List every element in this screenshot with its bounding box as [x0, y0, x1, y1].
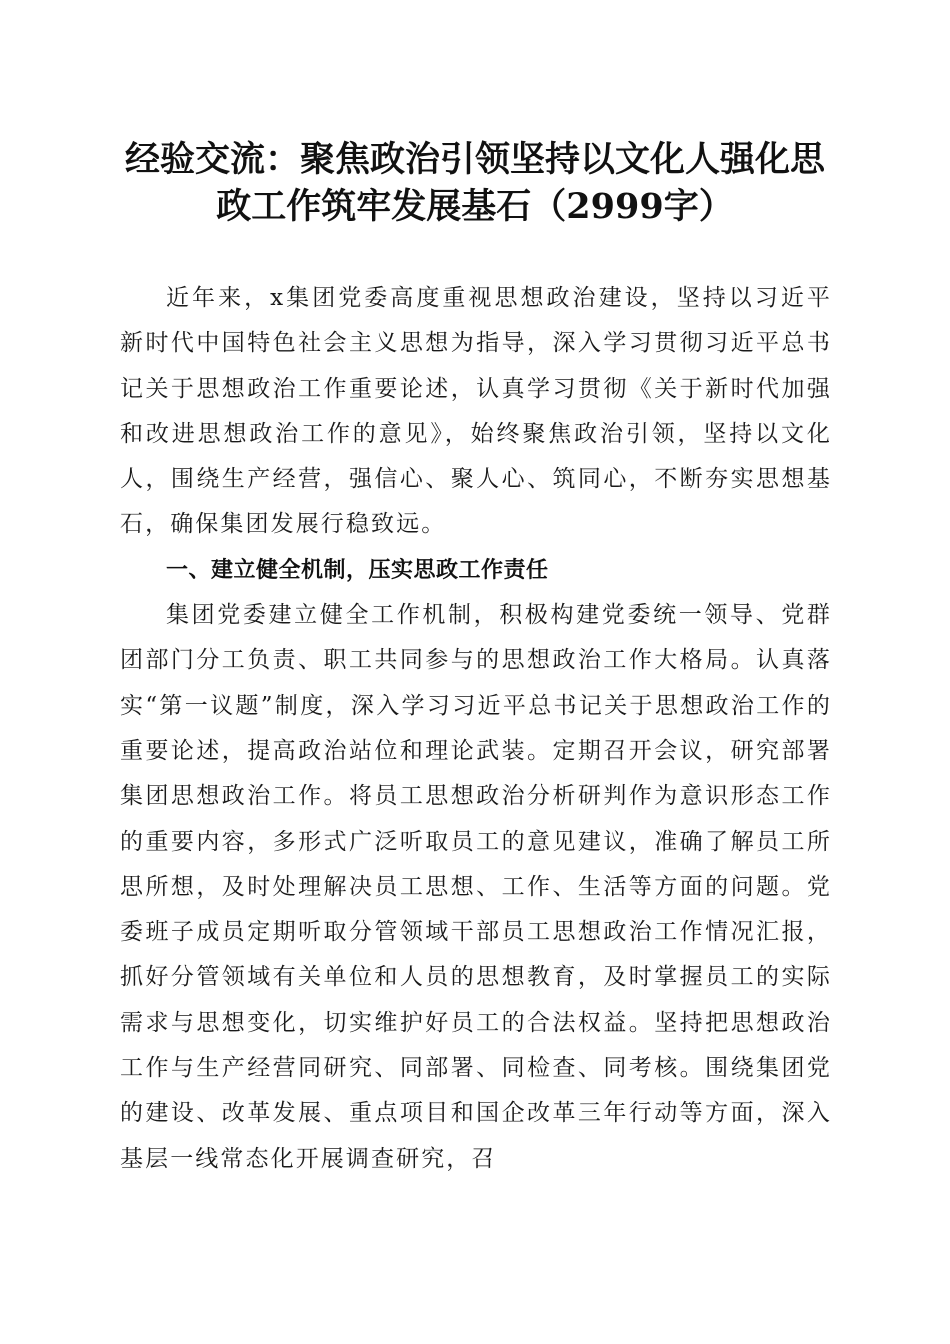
intro-paragraph: 近年来，x集团党委高度重视思想政治建设，坚持以习近平新时代中国特色社会主义思想为指导，深入学习贯彻习近平总书记关于思想政治工作重要论述，认真学习贯彻《关于新时代加强和改进思想政治工作的意见》，始终聚焦政治引领，坚持以文化人，围绕生产经营，强信心、聚人心、筑同心，不断夯实思想基石，确保集团发展行稳致远。: [120, 285, 832, 538]
section-1-paragraph: 集团党委建立健全工作机制，积极构建党委统一领导、党群团部门分工负责、职工共同参与的思想政治工作大格局。认真落实“第一议题”制度，深入学习习近平总书记关于思想政治工作的重要论述，提高政治站位和理论武装。定期召开会议，研究部署集团思想政治工作。将员工思想政治分析研判作为意识形态工作的重要内容，多形式广泛听取员工的意见建议，准确了解员工所思所想，及时处理解决员工思想、工作、生活等方面的问题。党委班子成员定期听取分管领域干部员工思想政治工作情况汇报，抓好分管领域有关单位和人员的思想教育，及时掌握员工的实际需求与思想变化，切实维护好员工的合法权益。坚持把思想政治工作与生产经营同研究、同部署、同检查、同考核。围绕集团党的建设、改革发展、重点项目和国企改革三年行动等方面，深入基层一线常态化开展调查研究，召: [120, 602, 832, 1172]
document-body: [120, 276, 832, 1182]
title-line-2: 政工作筑牢发展基石（2999字）: [216, 186, 734, 227]
title-line-1: 经验交流：聚焦政治引领坚持以文化人强化思: [124, 139, 825, 180]
document-title: [100, 136, 850, 230]
section-1-heading: 一、建立健全机制，压实思政工作责任: [166, 557, 549, 583]
